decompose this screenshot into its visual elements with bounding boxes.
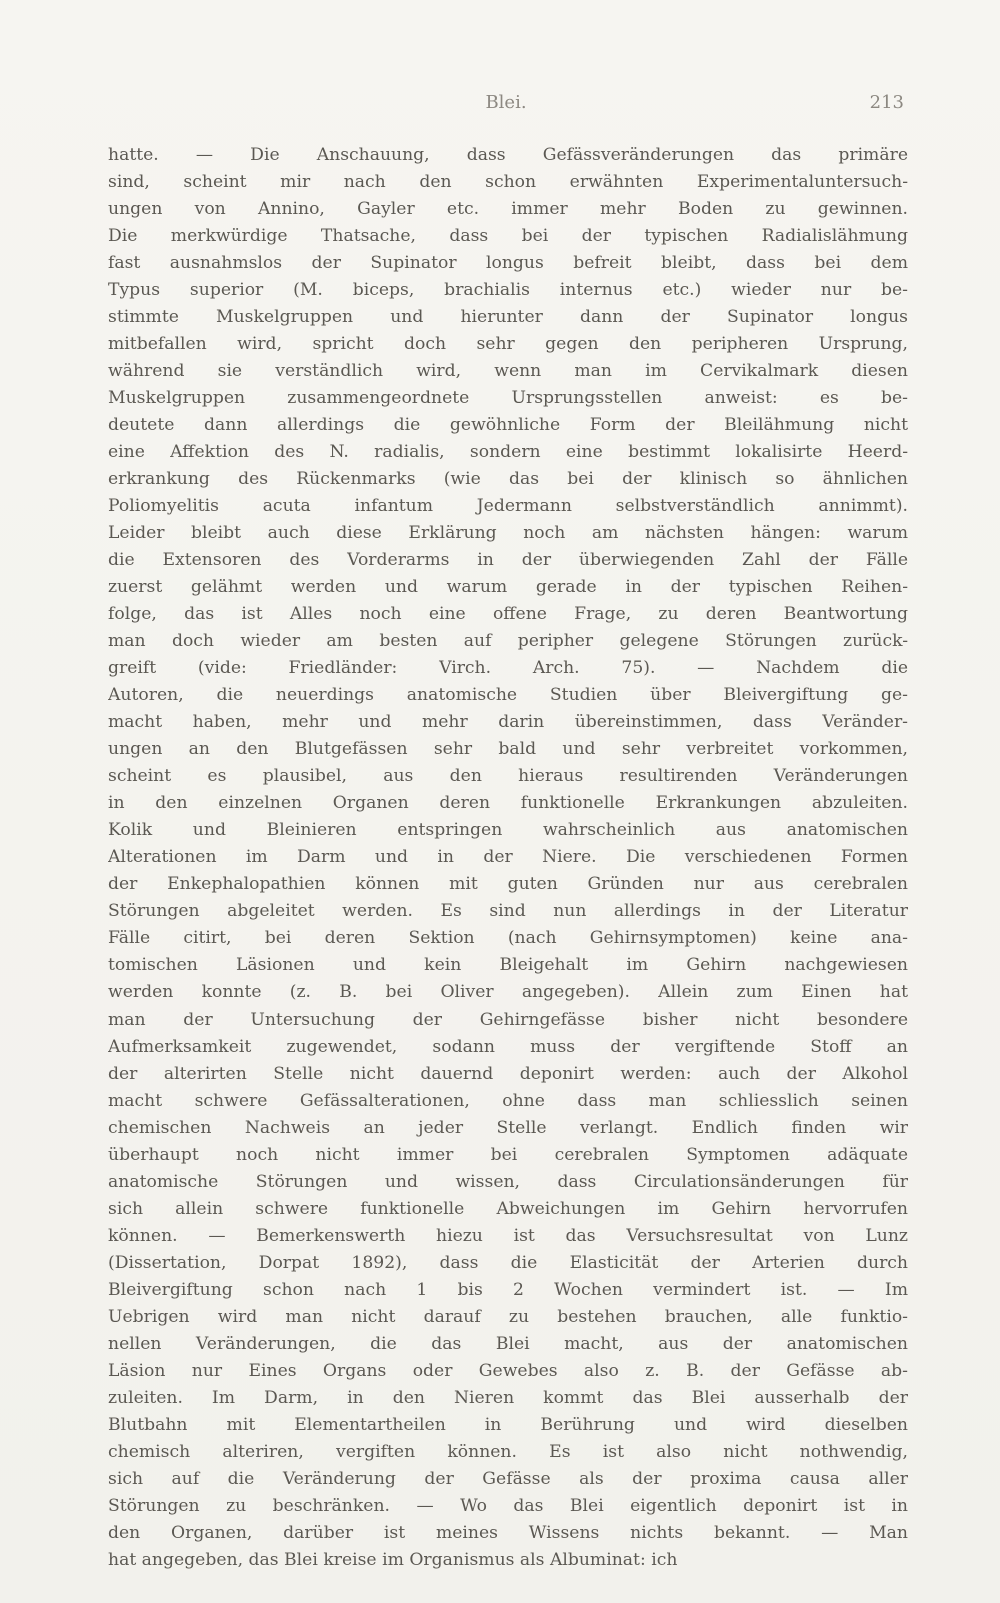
text-line: Aufmerksamkeit zugewendet, sodann muss der vergiftende Stoff an bbox=[108, 1036, 908, 1057]
text-line: macht schwere Gefässalterationen, ohne dass man schliesslich seinen bbox=[108, 1090, 908, 1111]
text-line: hatte. — Die Anschauung, dass Gefässveränderungen das primäre bbox=[108, 145, 908, 165]
running-head bbox=[108, 92, 904, 116]
text-line: scheint es plausibel, aus den hieraus resultirenden Veränderungen bbox=[108, 766, 908, 787]
text-line: zuerst gelähmt werden und warum gerade in der typischen Reihen- bbox=[108, 577, 908, 598]
text-line: chemisch alteriren, vergiften können. Es ist also nicht nothwendig, bbox=[108, 1441, 908, 1462]
text-line: können. — Bemerkenswerth hiezu ist das Versuchsresultat von Lunz bbox=[108, 1225, 908, 1246]
text-line: nellen Veränderungen, die das Blei macht, aus der anatomischen bbox=[108, 1333, 908, 1354]
text-line: Poliomyelitis acuta infantum Jedermann selbstverständlich annimmt). bbox=[108, 496, 908, 517]
text-line: Leider bleibt auch diese Erklärung noch am nächsten hängen: warum bbox=[108, 523, 908, 544]
text-line: überhaupt noch nicht immer bei cerebralen Symptomen adäquate bbox=[108, 1144, 908, 1165]
body-text bbox=[108, 142, 908, 1574]
text-line: sich auf die Veränderung der Gefässe als der proxima causa aller bbox=[108, 1468, 908, 1489]
text-line: chemischen Nachweis an jeder Stelle verlangt. Endlich finden wir bbox=[108, 1117, 908, 1138]
text-line: Muskelgruppen zusammengeordnete Ursprungsstellen anweist: es be- bbox=[108, 388, 908, 409]
text-line: ungen von Annino, Gayler etc. immer mehr Boden zu gewinnen. bbox=[108, 199, 908, 220]
text-line: tomischen Läsionen und kein Bleigehalt im Gehirn nachgewiesen bbox=[108, 955, 908, 976]
text-line: der alterirten Stelle nicht dauernd deponirt werden: auch der Alkohol bbox=[108, 1063, 908, 1084]
text-line: Blutbahn mit Elementartheilen in Berührung und wird dieselben bbox=[108, 1414, 908, 1435]
text-line: man der Untersuchung der Gehirngefässe bisher nicht besondere bbox=[108, 1009, 908, 1030]
text-line: sich allein schwere funktionelle Abweichungen im Gehirn hervorrufen bbox=[108, 1198, 908, 1219]
text-line: Störungen zu beschränken. — Wo das Blei eigentlich deponirt ist in bbox=[108, 1495, 908, 1516]
text-line: in den einzelnen Organen deren funktionelle Erkrankungen abzuleiten. bbox=[108, 793, 908, 814]
text-line: die Extensoren des Vorderarms in der überwiegenden Zahl der Fälle bbox=[108, 550, 908, 571]
text-line: Alterationen im Darm und in der Niere. Die verschiedenen Formen bbox=[108, 847, 908, 868]
text-line: greift (vide: Friedländer: Virch. Arch. 75). — Nachdem die bbox=[108, 658, 908, 679]
text-line: hat angegeben, das Blei kreise im Organismus als Albuminat: ich bbox=[108, 1549, 678, 1570]
text-line: deutete dann allerdings die gewöhnliche Form der Bleilähmung nicht bbox=[108, 415, 908, 436]
text-line: ungen an den Blutgefässen sehr bald und sehr verbreitet vorkommen, bbox=[108, 739, 908, 760]
text-line: Kolik und Bleinieren entspringen wahrscheinlich aus anatomischen bbox=[108, 820, 908, 841]
text-line: folge, das ist Alles noch eine offene Frage, zu deren Beantwortung bbox=[108, 604, 908, 625]
text-line: erkrankung des Rückenmarks (wie das bei der klinisch so ähnlichen bbox=[108, 469, 908, 490]
text-line: Typus superior (M. biceps, brachialis internus etc.) wieder nur be- bbox=[108, 280, 908, 301]
text-line: Fälle citirt, bei deren Sektion (nach Gehirnsymptomen) keine ana- bbox=[108, 928, 908, 949]
text-line: anatomische Störungen und wissen, dass Circulationsänderungen für bbox=[108, 1171, 908, 1192]
text-line: stimmte Muskelgruppen und hierunter dann der Supinator longus bbox=[108, 307, 908, 328]
text-line: Die merkwürdige Thatsache, dass bei der typischen Radialislähmung bbox=[108, 226, 908, 247]
text-line: mitbefallen wird, spricht doch sehr gegen den peripheren Ursprung, bbox=[108, 334, 908, 355]
text-line: während sie verständlich wird, wenn man im Cervikalmark diesen bbox=[108, 361, 908, 382]
text-line: werden konnte (z. B. bei Oliver angegeben). Allein zum Einen hat bbox=[108, 982, 908, 1003]
text-line: zuleiten. Im Darm, in den Nieren kommt das Blei ausserhalb der bbox=[108, 1387, 908, 1408]
text-line: Läsion nur Eines Organs oder Gewebes also z. B. der Gefässe ab- bbox=[108, 1360, 908, 1381]
text-line: der Enkephalopathien können mit guten Gründen nur aus cerebralen bbox=[108, 874, 908, 895]
text-line: Störungen abgeleitet werden. Es sind nun allerdings in der Literatur bbox=[108, 901, 908, 922]
text-line: den Organen, darüber ist meines Wissens nichts bekannt. — Man bbox=[108, 1522, 908, 1543]
text-line: Uebrigen wird man nicht darauf zu bestehen brauchen, alle funktio- bbox=[108, 1306, 908, 1327]
text-line: Autoren, die neuerdings anatomische Studien über Bleivergiftung ge- bbox=[108, 685, 908, 706]
text-line: Bleivergiftung schon nach 1 bis 2 Wochen vermindert ist. — Im bbox=[108, 1279, 908, 1300]
text-line: eine Affektion des N. radialis, sondern eine bestimmt lokalisirte Heerd- bbox=[108, 442, 908, 463]
text-line: man doch wieder am besten auf peripher gelegene Störungen zurück- bbox=[108, 631, 908, 652]
page-number: 213 bbox=[869, 92, 904, 113]
running-head-title: Blei. bbox=[485, 92, 527, 113]
text-line: sind, scheint mir nach den schon erwähnten Experimentaluntersuch- bbox=[108, 172, 908, 193]
text-line: fast ausnahmslos der Supinator longus befreit bleibt, dass bei dem bbox=[108, 253, 908, 274]
text-line: (Dissertation, Dorpat 1892), dass die Elasticität der Arterien durch bbox=[108, 1252, 908, 1273]
text-line: macht haben, mehr und mehr darin übereinstimmen, dass Veränder- bbox=[108, 712, 908, 733]
